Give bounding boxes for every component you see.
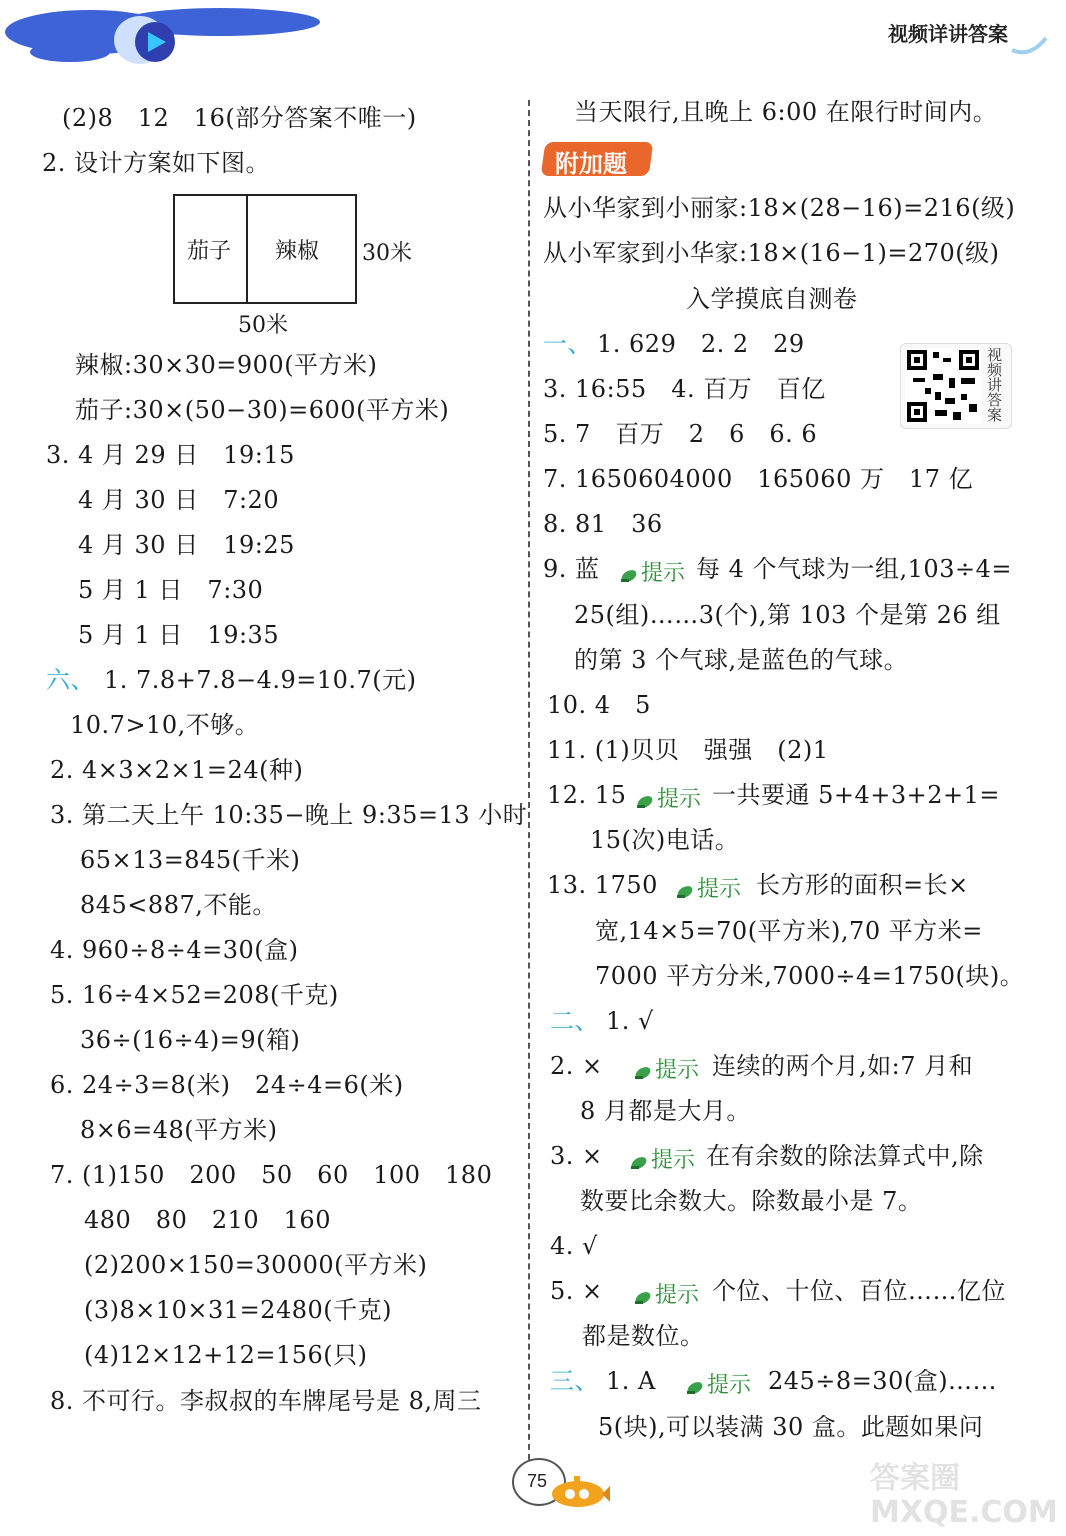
right-line-18: 15(次)电话。: [590, 826, 740, 854]
right-line-11: 每 4 个气球为一组,103÷4=: [696, 555, 1012, 583]
hint-2-3: [630, 1143, 695, 1174]
diagram-divider: [246, 196, 248, 302]
right-line-14: 10. 4 5: [547, 691, 651, 719]
leaf-icon: [620, 569, 638, 583]
left-line-22: 480 80 210 160: [84, 1206, 331, 1234]
right-line-28: 在有余数的除法算式中,除: [706, 1142, 984, 1170]
left-line-9: 5 月 1 日 19:35: [78, 621, 280, 649]
left-line-8: 5 月 1 日 7:30: [78, 576, 264, 604]
section-one-label: 一、: [543, 330, 592, 358]
hint-3-1: [686, 1368, 751, 1399]
left-line-26: 8. 不可行。李叔叔的车牌尾号是 8,周三: [50, 1387, 482, 1415]
left-line-19: 6. 24÷3=8(米) 24÷4=6(米): [50, 1071, 404, 1099]
right-line-3: 从小军家到小华家:18×(16−1)=270(级): [543, 239, 1000, 267]
submarine-icon: [548, 1468, 610, 1512]
left-line-14: 65×13=845(千米): [80, 846, 301, 874]
right-line-20: 长方形的面积=长×: [756, 871, 969, 899]
right-line-32: 个位、十位、百位……亿位: [712, 1277, 1006, 1305]
hint-2-5: [634, 1278, 699, 1309]
right-line-5: 1. 629 2. 2 29: [597, 330, 805, 358]
right-line-19: 13. 1750: [547, 871, 658, 899]
hint-12: [636, 782, 701, 813]
left-line-13: 3. 第二天上午 10:35−晚上 9:35=13 小时: [50, 801, 528, 829]
right-line-8: 7. 1650604000 165060 万 17 亿: [543, 465, 974, 493]
qr-code-icon: [905, 348, 981, 424]
page-number: 75: [527, 1471, 548, 1491]
header-banner: [0, 0, 330, 80]
leaf-icon: [676, 885, 694, 899]
right-line-22: 7000 平方分米,7000÷4=1750(块)。: [595, 962, 1025, 990]
left-line-3: 辣椒:30×30=900(平方米): [75, 351, 378, 379]
left-line-21: 7. (1)150 200 50 60 100 180: [50, 1161, 493, 1189]
right-line-1: 当天限行,且晚上 6:00 在限行时间内。: [574, 98, 998, 126]
left-line-18: 36÷(16÷4)=9(箱): [80, 1026, 301, 1054]
right-line-23: 1. √: [606, 1007, 654, 1035]
left-line-6: 4 月 30 日 7:20: [78, 486, 280, 514]
qr-label: 视频讲答案: [987, 346, 1003, 424]
leaf-icon: [634, 1291, 652, 1305]
diagram-height-label: 30米: [362, 241, 412, 266]
left-line-15: 845<887,不能。: [80, 891, 277, 919]
left-line-1: (2)8 12 16(部分答案不唯一): [62, 104, 417, 132]
right-line-27: 3. ×: [550, 1142, 603, 1170]
right-line-12: 25(组)……3(个),第 103 个是第 26 组: [574, 601, 1001, 629]
section-six-label: 六、: [46, 666, 95, 694]
leaf-icon: [686, 1381, 704, 1395]
left-line-16: 4. 960÷8÷4=30(盒): [50, 936, 299, 964]
right-line-13: 的第 3 个气球,是蓝色的气球。: [574, 646, 909, 674]
cloud-banner-graphic: [0, 0, 330, 80]
column-divider: [528, 100, 530, 1490]
left-line-24: (3)8×10×31=2480(千克): [84, 1296, 392, 1324]
section-two-label: 二、: [550, 1007, 599, 1035]
leaf-icon: [636, 795, 654, 809]
diagram-cell-eggplant: 茄子: [187, 239, 232, 264]
right-line-29: 数要比余数大。除数最小是 7。: [580, 1187, 923, 1215]
right-line-31: 5. ×: [550, 1277, 603, 1305]
test-title: 入学摸底自测卷: [686, 285, 858, 313]
diagram-width-label: 50米: [238, 313, 288, 338]
right-line-36: 5(块),可以装满 30 盒。此题如果问: [598, 1413, 984, 1441]
left-line-12: 2. 4×3×2×1=24(种): [50, 756, 304, 784]
hint-9: [620, 556, 685, 587]
hint-label: 提示: [655, 1058, 700, 1083]
right-line-2: 从小华家到小丽家:18×(28−16)=216(级): [543, 194, 1016, 222]
left-line-23: (2)200×150=30000(平方米): [84, 1251, 428, 1279]
header-swoosh: [1010, 30, 1050, 60]
right-line-10: 9. 蓝: [543, 555, 600, 583]
right-line-15: 11. (1)贝贝 强强 (2)1: [547, 736, 829, 764]
right-line-34: 1. A: [606, 1367, 656, 1395]
left-line-5: 3. 4 月 29 日 19:15: [46, 441, 295, 469]
right-line-30: 4. √: [550, 1232, 598, 1260]
diagram-cell-pepper: 辣椒: [275, 239, 320, 264]
left-line-17: 5. 16÷4×52=208(千克): [50, 981, 339, 1009]
section-three-label: 三、: [550, 1367, 599, 1395]
right-line-6: 3. 16:55 4. 百万 百亿: [543, 375, 826, 403]
hint-label: 提示: [657, 787, 702, 812]
right-line-21: 宽,14×5=70(平方米),70 平方米=: [595, 917, 983, 945]
hint-label: 提示: [641, 561, 686, 586]
qr-code[interactable]: [900, 343, 1012, 429]
left-line-7: 4 月 30 日 19:25: [78, 531, 295, 559]
right-line-24: 2. ×: [550, 1052, 603, 1080]
hint-label: 提示: [655, 1283, 700, 1308]
right-line-7: 5. 7 百万 2 6 6. 6: [543, 420, 818, 448]
hint-label: 提示: [707, 1373, 752, 1398]
hint-label: 提示: [651, 1148, 696, 1173]
right-line-35: 245÷8=30(盒)……: [768, 1367, 998, 1395]
hint-13: [676, 872, 741, 903]
left-line-11: 10.7>10,不够。: [70, 711, 260, 739]
hint-label: 提示: [697, 877, 742, 902]
right-line-17: 一共要通 5+4+3+2+1=: [712, 781, 1001, 809]
right-line-33: 都是数位。: [582, 1322, 705, 1350]
leaf-icon: [630, 1156, 648, 1170]
plot-diagram: [173, 194, 357, 304]
header-title: 视频详讲答案: [888, 22, 1008, 46]
right-line-26: 8 月都是大月。: [580, 1097, 751, 1125]
left-line-25: (4)12×12+12=156(只): [84, 1341, 368, 1369]
leaf-icon: [634, 1066, 652, 1080]
left-line-10: 1. 7.8+7.8−4.9=10.7(元): [104, 666, 417, 694]
watermark: 答案圈 MXQE.COM: [870, 1461, 1058, 1530]
hint-2-2: [634, 1053, 699, 1084]
left-line-20: 8×6=48(平方米): [80, 1116, 278, 1144]
right-line-25: 连续的两个月,如:7 月和: [712, 1052, 974, 1080]
right-line-9: 8. 81 36: [543, 510, 663, 538]
left-line-4: 茄子:30×(50−30)=600(平方米): [75, 396, 450, 424]
left-line-2: 2. 设计方案如下图。: [42, 149, 271, 177]
extra-title: 附加题: [555, 150, 627, 178]
right-line-16: 12. 15: [547, 781, 627, 809]
